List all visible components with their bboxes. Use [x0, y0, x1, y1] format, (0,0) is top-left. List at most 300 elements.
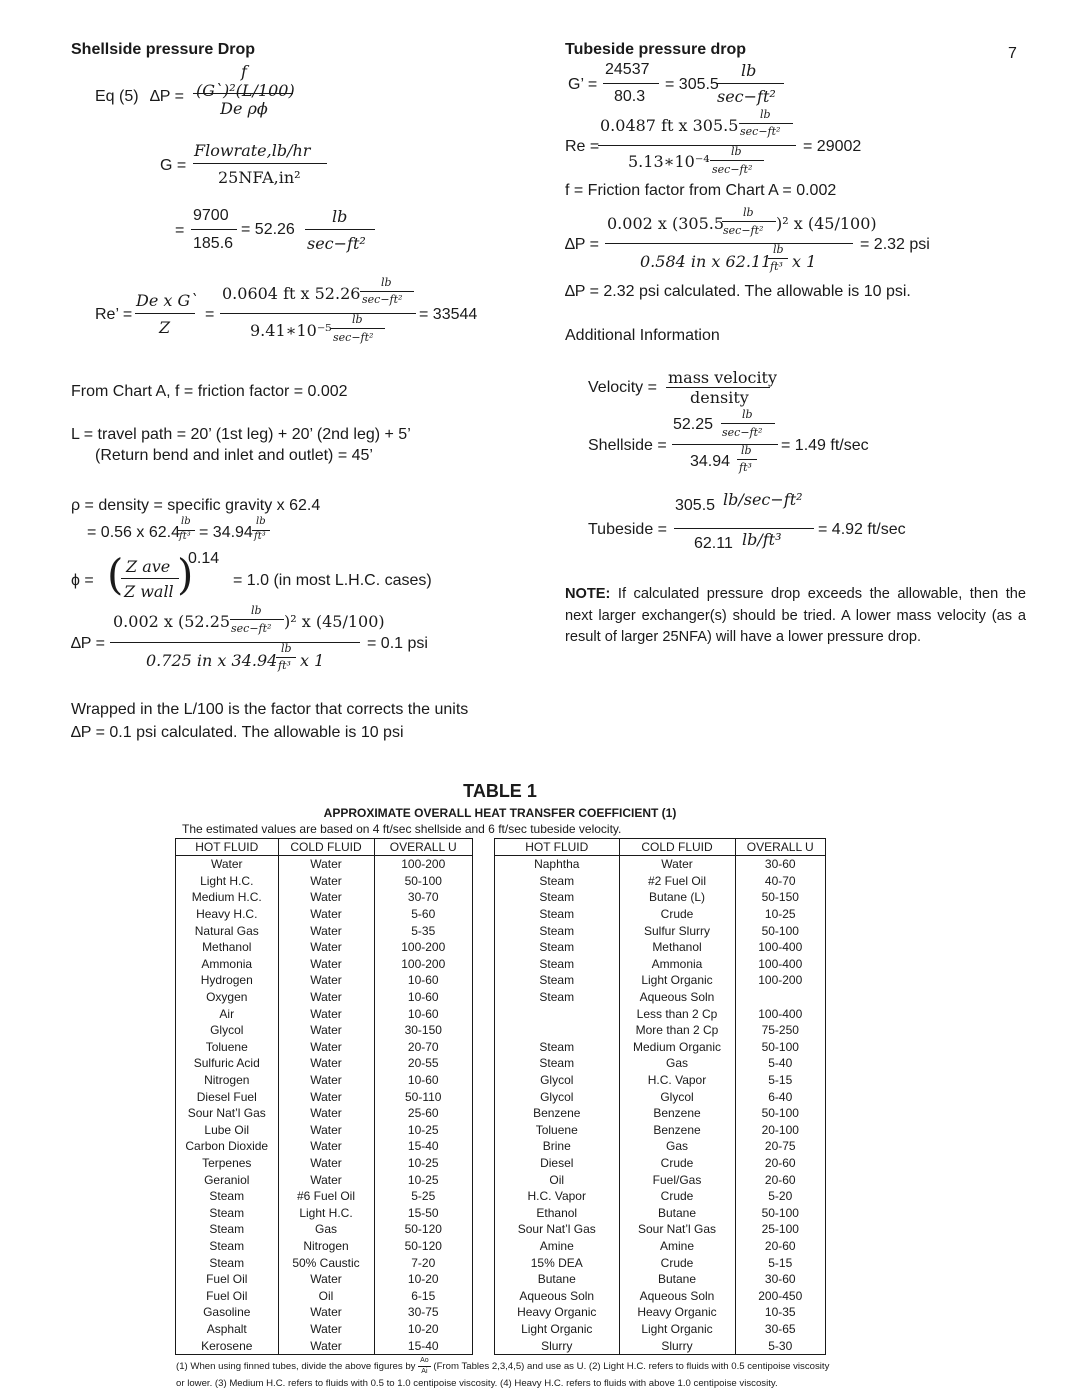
overall-u-cell: 15-40 — [407, 1139, 439, 1154]
hot-fluid-cell: Nitrogen — [176, 1072, 278, 1089]
overall-u-cell: 100-200 — [758, 973, 803, 988]
hot-fluid-cell: Steam — [495, 939, 619, 956]
g-calc-denominator: 185.6 — [193, 235, 234, 252]
tube-velocity-den-unit: lb/ft³ — [742, 530, 782, 549]
hot-fluid-cell: Steam — [176, 1254, 278, 1271]
shell-velocity-num-unit-secft2: sec−ft² — [722, 426, 763, 439]
table-row — [176, 972, 472, 989]
re-result: = 33544 — [419, 306, 478, 323]
table-row — [176, 1088, 472, 1105]
shell-dp-fraction-bar — [110, 642, 360, 643]
g-unit-lb: lb — [332, 207, 348, 226]
overall-u-cell: 50-100 — [761, 1106, 799, 1121]
shell-dp-den-b: x 1 — [300, 651, 325, 670]
overall-u-cell: 30-60 — [764, 857, 796, 872]
table-row — [176, 1138, 472, 1155]
cold-fluid-cell: Water — [278, 1171, 374, 1188]
hot-fluid-cell: Lube Oil — [176, 1122, 278, 1139]
hot-fluid-cell: Oxygen — [176, 989, 278, 1006]
tube-re-fraction-bar — [598, 145, 796, 146]
re-num-unit-lb: lb — [381, 276, 392, 289]
cold-fluid-cell: Water — [278, 972, 374, 989]
table-left — [175, 838, 473, 1355]
table-row — [176, 906, 472, 923]
overall-u-cell: 10-20 — [407, 1272, 439, 1287]
shell-dp-den-unit-ft3: ft³ — [278, 659, 291, 672]
table-subtitle: APPROXIMATE OVERALL HEAT TRANSFER COEFFICIENT (1) — [323, 806, 677, 820]
travel-path-line2: (Return bend and inlet and outlet) = 45’ — [95, 447, 373, 464]
eq5-fraction-bar — [193, 93, 293, 94]
hot-fluid-cell: Steam — [495, 1039, 619, 1056]
hot-fluid-cell: Steam — [495, 956, 619, 973]
cold-fluid-cell: Methanol — [619, 939, 735, 956]
hot-fluid-cell: Sour Nat’l Gas — [176, 1105, 278, 1122]
overall-u-cell: 10-60 — [407, 1073, 439, 1088]
table-row — [176, 1171, 472, 1188]
table-row — [495, 889, 825, 906]
table-row — [495, 1221, 825, 1238]
cold-fluid-cell: Gas — [619, 1055, 735, 1072]
table-row — [176, 1254, 472, 1271]
table-row — [495, 1022, 825, 1039]
tube-g-result: = 305.5 — [665, 76, 719, 93]
tube-dp-den-b: x 1 — [792, 252, 817, 271]
table-row — [176, 856, 472, 873]
page-number: 7 — [1008, 45, 1017, 62]
overall-u-cell: 50-120 — [404, 1238, 442, 1253]
overall-u-cell: 30-75 — [407, 1305, 439, 1320]
hot-fluid-cell: Hydrogen — [176, 972, 278, 989]
cold-fluid-cell: Water — [619, 856, 735, 873]
table-row — [495, 856, 825, 873]
footnote-part-c: or lower. (3) Medium H.C. refers to fluids with 0.5 to 1.0 centipoise viscosity. (4) Heavy H.C. refers to fluids with above 1.0 centipoise viscosity. — [176, 1378, 778, 1389]
hot-fluid-cell: Steam — [176, 1238, 278, 1255]
hot-fluid-cell: Steam — [495, 989, 619, 1006]
table-row — [495, 1088, 825, 1105]
overall-u-cell: 25-60 — [407, 1106, 439, 1121]
additional-heading: Additional Information — [565, 327, 720, 344]
cold-fluid-cell: #6 Fuel Oil — [278, 1188, 374, 1205]
footnote-frac-num: Ao — [418, 1357, 431, 1367]
shell-dp-num-b: )² x (45/100) — [284, 612, 385, 631]
hot-fluid-cell: Ethanol — [495, 1204, 619, 1221]
cold-fluid-cell: 50% Caustic — [278, 1254, 374, 1271]
overall-u-cell: 50-100 — [761, 1205, 799, 1220]
table-row — [495, 1321, 825, 1338]
cold-fluid-cell: Water — [278, 1055, 374, 1072]
shell-velocity-den-unit-ft3: ft³ — [739, 461, 752, 474]
footnote-part-b: (From Tables 2,3,4,5) and use as U. (2) Light H.C. refers to fluids with 0.5 centipoise viscosity — [433, 1361, 830, 1373]
table-row — [495, 1204, 825, 1221]
phi-fraction-bar — [121, 578, 179, 579]
density-unit-lb-2: lb — [256, 516, 266, 527]
hot-fluid-cell: Light H.C. — [176, 873, 278, 890]
g-calc-eq: = — [175, 222, 185, 239]
hot-fluid-cell: Asphalt — [176, 1321, 278, 1338]
overall-u-cell: 7-20 — [411, 1255, 436, 1270]
hot-fluid-cell: Steam — [176, 1188, 278, 1205]
cold-fluid-cell: Benzene — [619, 1122, 735, 1139]
cold-fluid-cell: Water — [278, 939, 374, 956]
tube-dp-num-a: 0.002 x (305.5 — [607, 214, 725, 233]
table-row — [176, 1105, 472, 1122]
table-row — [176, 1321, 472, 1338]
cold-fluid-cell: Less than 2 Cp — [619, 1005, 735, 1022]
shell-velocity-den-unit-lb: lb — [741, 444, 752, 457]
hot-fluid-cell: Terpenes — [176, 1155, 278, 1172]
wrap-text-line2: ∆P = 0.1 psi calculated. The allowable is 10 psi — [71, 724, 404, 741]
velocity-label: Velocity = — [588, 379, 657, 396]
shell-velocity-num-unit-bar — [721, 423, 775, 424]
cold-fluid-cell: Light H.C. — [278, 1204, 374, 1221]
shell-dp-num-unit-secft2: sec−ft² — [231, 622, 272, 635]
hot-fluid-cell: Diesel — [495, 1155, 619, 1172]
hot-fluid-cell: Steam — [176, 1204, 278, 1221]
tube-dp-calc-text: ∆P = 2.32 psi calculated. The allowable is 10 psi. — [565, 283, 911, 300]
phi-denominator: Z wall — [124, 582, 174, 601]
hot-fluid-cell: Naphtha — [495, 856, 619, 873]
hot-fluid-cell: Sulfuric Acid — [176, 1055, 278, 1072]
phi-paren-left: ( — [107, 550, 124, 599]
table-row — [176, 1155, 472, 1172]
cold-fluid-cell: Water — [278, 856, 374, 873]
density-line1: ρ = density = specific gravity x 62.4 — [71, 497, 321, 514]
overall-u-cell: 10-35 — [764, 1305, 796, 1320]
overall-u-cell: 6-15 — [411, 1288, 436, 1303]
table-row — [176, 873, 472, 890]
hot-fluid-cell: Aqueous Soln — [495, 1287, 619, 1304]
eq5-denominator: De ρϕ — [220, 99, 268, 118]
tube-re-num-unit-lb: lb — [760, 108, 771, 121]
table-row — [176, 1287, 472, 1304]
hot-fluid-cell: Air — [176, 1005, 278, 1022]
cold-fluid-cell: Light Organic — [619, 1321, 735, 1338]
cold-fluid-cell: Water — [278, 1138, 374, 1155]
re-num-unit-bar — [360, 291, 414, 292]
tube-dp-num-unit-secft2: sec−ft² — [723, 224, 764, 237]
hot-fluid-cell: Brine — [495, 1138, 619, 1155]
density-unit-ft3-2: ft³ — [254, 531, 266, 542]
table-row — [176, 956, 472, 973]
overall-u-cell: 100-200 — [401, 857, 446, 872]
re-calc-numerator: 0.0604 ft x 52.26 — [222, 284, 361, 303]
table-row — [495, 1188, 825, 1205]
footnote-fraction — [418, 1357, 431, 1376]
hot-fluid-cell: Toluene — [495, 1122, 619, 1139]
re-num-unit-secft2: sec−ft² — [362, 293, 403, 306]
overall-u-cell: 10-25 — [764, 907, 796, 922]
overall-u-cell: 5-15 — [768, 1255, 793, 1270]
cold-fluid-cell: Glycol — [619, 1088, 735, 1105]
tube-dp-fraction-bar — [605, 243, 853, 244]
cold-fluid-cell: Water — [278, 1022, 374, 1039]
cold-fluid-cell: Water — [278, 989, 374, 1006]
shell-friction-text: From Chart A, f = friction factor = 0.002 — [71, 383, 348, 400]
header-cold-fluid: COLD FLUID — [619, 839, 735, 856]
overall-u-cell: 5-30 — [768, 1338, 793, 1353]
overall-u-cell: 10-25 — [407, 1172, 439, 1187]
cold-fluid-cell: Water — [278, 1337, 374, 1354]
note-paragraph — [565, 584, 1026, 649]
tube-dp-den-unit-bar — [768, 258, 788, 259]
overall-u-cell: 20-55 — [407, 1056, 439, 1071]
hot-fluid-cell: Light Organic — [495, 1321, 619, 1338]
tube-re-num-unit-bar — [739, 123, 793, 124]
hot-fluid-cell: Methanol — [176, 939, 278, 956]
table-row — [176, 889, 472, 906]
overall-u-cell: 20-70 — [407, 1039, 439, 1054]
phi-result: = 1.0 (in most L.H.C. cases) — [233, 572, 432, 589]
shell-velocity-denominator: 34.94 — [690, 453, 731, 470]
overall-u-cell: 30-60 — [764, 1272, 796, 1287]
cold-fluid-cell: Light Organic — [619, 972, 735, 989]
footnote-frac-den: Ai — [421, 1368, 428, 1375]
cold-fluid-cell: Water — [278, 1088, 374, 1105]
overall-u-cell: 5-25 — [411, 1189, 436, 1204]
overall-u-cell: 100-400 — [758, 956, 803, 971]
tube-dp-num-unit-lb: lb — [743, 206, 754, 219]
re-label: Re’ = — [95, 306, 133, 323]
shell-dp-result: = 0.1 psi — [367, 635, 428, 652]
tube-g-unit-bar — [716, 83, 784, 84]
overall-u-cell: 10-60 — [407, 990, 439, 1005]
shell-velocity-num-unit-lb: lb — [742, 408, 753, 421]
table-title: TABLE 1 — [463, 781, 537, 801]
wrap-text-line1: Wrapped in the L/100 is the factor that corrects the units — [71, 701, 469, 718]
hot-fluid-cell: Heavy Organic — [495, 1304, 619, 1321]
cold-fluid-cell: #2 Fuel Oil — [619, 873, 735, 890]
tube-velocity-fraction-bar — [674, 528, 814, 529]
hot-fluid-cell: Glycol — [495, 1088, 619, 1105]
shell-dp-num-unit-lb: lb — [251, 604, 262, 617]
shell-dp-den-unit-lb: lb — [281, 642, 292, 655]
overall-u-cell: 20-100 — [761, 1122, 799, 1137]
shell-dp-label: ∆P = — [71, 635, 105, 652]
g-calc-result: = 52.26 — [241, 221, 295, 238]
hot-fluid-cell: Benzene — [495, 1105, 619, 1122]
tube-dp-num-b: )² x (45/100) — [776, 214, 877, 233]
density-calc-b: = 34.94 — [199, 524, 253, 541]
table-row — [495, 989, 825, 1006]
phi-paren-right: ) — [177, 550, 194, 599]
overall-u-cell: 100-200 — [401, 940, 446, 955]
tube-g-unit-lb: lb — [741, 61, 757, 80]
hot-fluid-cell: Glycol — [176, 1022, 278, 1039]
cold-fluid-cell: H.C. Vapor — [619, 1072, 735, 1089]
overall-u-cell: 30-70 — [407, 890, 439, 905]
cold-fluid-cell: Crude — [619, 1254, 735, 1271]
table-row — [495, 1171, 825, 1188]
tube-re-result: = 29002 — [803, 138, 862, 155]
hot-fluid-cell: Fuel Oil — [176, 1271, 278, 1288]
table-caption: The estimated values are based on 4 ft/sec shellside and 6 ft/sec tubeside velocity. — [182, 822, 622, 836]
g-unit-bar — [305, 229, 375, 230]
cold-fluid-cell: Aqueous Soln — [619, 1287, 735, 1304]
tube-g-unit-secft2: sec−ft² — [717, 87, 776, 106]
overall-u-cell: 100-400 — [758, 1006, 803, 1021]
table-row — [495, 1271, 825, 1288]
table-left-header — [176, 839, 472, 856]
tube-dp-num-unit-bar — [722, 221, 776, 222]
table-row — [176, 1072, 472, 1089]
table-row — [176, 1271, 472, 1288]
cold-fluid-cell: Amine — [619, 1238, 735, 1255]
cold-fluid-cell: Slurry — [619, 1337, 735, 1354]
cold-fluid-cell: Aqueous Soln — [619, 989, 735, 1006]
hot-fluid-cell: Natural Gas — [176, 922, 278, 939]
header-hot-fluid: HOT FLUID — [495, 839, 619, 856]
overall-u-cell: 10-20 — [407, 1321, 439, 1336]
table-row — [176, 1122, 472, 1139]
table-row — [495, 1005, 825, 1022]
table-row — [176, 1337, 472, 1354]
cold-fluid-cell: Water — [278, 1039, 374, 1056]
hot-fluid-cell: Steam — [495, 972, 619, 989]
overall-u-cell: 50-100 — [404, 873, 442, 888]
cold-fluid-cell: Medium Organic — [619, 1039, 735, 1056]
eq5-label: Eq (5) — [95, 88, 139, 105]
cold-fluid-cell: Gas — [619, 1138, 735, 1155]
cold-fluid-cell: Water — [278, 1072, 374, 1089]
re-numerator: De x G` — [136, 291, 199, 310]
table-row — [495, 1072, 825, 1089]
hot-fluid-cell: Toluene — [176, 1039, 278, 1056]
hot-fluid-cell: Ammonia — [176, 956, 278, 973]
overall-u-cell: 30-150 — [404, 1023, 442, 1038]
footnote-part-a: (1) When using finned tubes, divide the above figures by — [176, 1361, 416, 1373]
phi-exponent: 0.14 — [188, 550, 220, 567]
overall-u-cell: 25-100 — [761, 1222, 799, 1237]
table-row — [495, 1155, 825, 1172]
note-label: NOTE: — [565, 586, 611, 602]
overall-u-cell: 100-400 — [758, 940, 803, 955]
density-calc-a: = 0.56 x 62.4 — [87, 524, 180, 541]
table-row — [176, 1204, 472, 1221]
g-fraction-bar — [193, 163, 327, 164]
tube-re-num-unit-secft2: sec−ft² — [740, 125, 781, 138]
table-row — [495, 1105, 825, 1122]
overall-u-cell: 5-40 — [768, 1056, 793, 1071]
hot-fluid-cell: Kerosene — [176, 1337, 278, 1354]
velocity-denominator: density — [690, 388, 749, 407]
table-footnote — [176, 1357, 866, 1392]
tube-velocity-num-unit: lb/sec−ft² — [723, 490, 803, 509]
cold-fluid-cell: Oil — [278, 1287, 374, 1304]
shell-velocity-den-unit-bar — [737, 459, 757, 460]
re-den-unit-bar — [331, 328, 385, 329]
travel-path-line1: L = travel path = 20’ (1st leg) + 20’ (2nd leg) + 5’ — [71, 426, 411, 443]
cold-fluid-cell: Butane — [619, 1204, 735, 1221]
tube-dp-den-unit-lb: lb — [773, 243, 784, 256]
hot-fluid-cell: Heavy H.C. — [176, 906, 278, 923]
phi-label: ϕ = — [71, 572, 94, 589]
table-row — [495, 906, 825, 923]
cold-fluid-cell: Water — [278, 1005, 374, 1022]
shell-dp-num-a: 0.002 x (52.25 — [113, 612, 231, 631]
overall-u-cell: 50-100 — [761, 1039, 799, 1054]
cold-fluid-cell: Crude — [619, 906, 735, 923]
header-hot-fluid: HOT FLUID — [176, 839, 278, 856]
cold-fluid-cell: Sulfur Slurry — [619, 922, 735, 939]
table-row — [176, 1238, 472, 1255]
hot-fluid-cell: Steam — [495, 922, 619, 939]
overall-u-cell: 10-25 — [407, 1155, 439, 1170]
cold-fluid-cell: Water — [278, 922, 374, 939]
shell-velocity-label: Shellside = — [588, 437, 667, 454]
overall-u-cell: 75-250 — [761, 1023, 799, 1038]
overall-u-cell: 200-450 — [758, 1288, 803, 1303]
overall-u-cell — [735, 989, 825, 1006]
table-row — [495, 956, 825, 973]
g-calc-numerator: 9700 — [193, 207, 229, 224]
hot-fluid-cell: Water — [176, 856, 278, 873]
cold-fluid-cell: Water — [278, 1271, 374, 1288]
tubeside-heading: Tubeside pressure drop — [565, 41, 747, 58]
cold-fluid-cell: Benzene — [619, 1105, 735, 1122]
overall-u-cell: 50-120 — [404, 1222, 442, 1237]
table-row — [176, 1005, 472, 1022]
overall-u-cell: 20-60 — [764, 1155, 796, 1170]
table-row — [176, 1055, 472, 1072]
hot-fluid-cell: Butane — [495, 1271, 619, 1288]
shell-velocity-fraction-bar — [672, 444, 778, 445]
hot-fluid-cell: Steam — [495, 889, 619, 906]
table-row — [176, 939, 472, 956]
tube-velocity-denominator: 62.11 — [694, 535, 733, 552]
tube-g-numerator: 24537 — [605, 61, 650, 78]
g-numerator: Flowrate,lb/hr — [194, 141, 311, 160]
cold-fluid-cell: Water — [278, 956, 374, 973]
overall-u-cell: 50-150 — [761, 890, 799, 905]
tube-re-denominator: 5.13∗10⁻⁴ — [628, 152, 710, 171]
density-unit-ft3-1: ft³ — [179, 531, 191, 542]
table-row — [176, 1304, 472, 1321]
table-row — [495, 1238, 825, 1255]
hot-fluid-cell: Fuel Oil — [176, 1287, 278, 1304]
table-row — [495, 1304, 825, 1321]
overall-u-cell: 15-50 — [407, 1205, 439, 1220]
cold-fluid-cell: Heavy Organic — [619, 1304, 735, 1321]
hot-fluid-cell: Carbon Dioxide — [176, 1138, 278, 1155]
overall-u-cell: 30-65 — [764, 1321, 796, 1336]
overall-u-cell: 20-75 — [764, 1139, 796, 1154]
hot-fluid-cell: Gasoline — [176, 1304, 278, 1321]
tube-friction-text: f = Friction factor from Chart A = 0.002 — [565, 182, 837, 199]
tube-dp-den-a: 0.584 in x 62.11 — [640, 252, 772, 271]
shell-dp-den-unit-bar — [276, 657, 296, 658]
hot-fluid-cell: Geraniol — [176, 1171, 278, 1188]
tube-g-denominator: 80.3 — [614, 88, 646, 105]
cold-fluid-cell: Butane — [619, 1271, 735, 1288]
tube-velocity-label: Tubeside = — [588, 521, 668, 538]
table-row — [495, 939, 825, 956]
hot-fluid-cell: Medium H.C. — [176, 889, 278, 906]
table-row — [495, 1287, 825, 1304]
re-den-unit-secft2: sec−ft² — [333, 331, 374, 344]
overall-u-cell: 5-35 — [411, 923, 436, 938]
note-text: If calculated pressure drop exceeds the allowable, then the next larger exchanger(s) should be tried. A lower mass velocity (as a result of larger 25NFA) will have a lower pressure drop. — [565, 586, 1026, 645]
table-row — [495, 1337, 825, 1354]
table-row — [495, 1254, 825, 1271]
header-overall-u: OVERALL U — [374, 839, 472, 856]
tube-re-den-unit-lb: lb — [731, 145, 742, 158]
g-denominator: 25NFA,in² — [218, 168, 301, 187]
hot-fluid-cell: Steam — [176, 1221, 278, 1238]
table-row — [176, 1022, 472, 1039]
table-row — [495, 1138, 825, 1155]
cold-fluid-cell: Ammonia — [619, 956, 735, 973]
header-cold-fluid: COLD FLUID — [278, 839, 374, 856]
